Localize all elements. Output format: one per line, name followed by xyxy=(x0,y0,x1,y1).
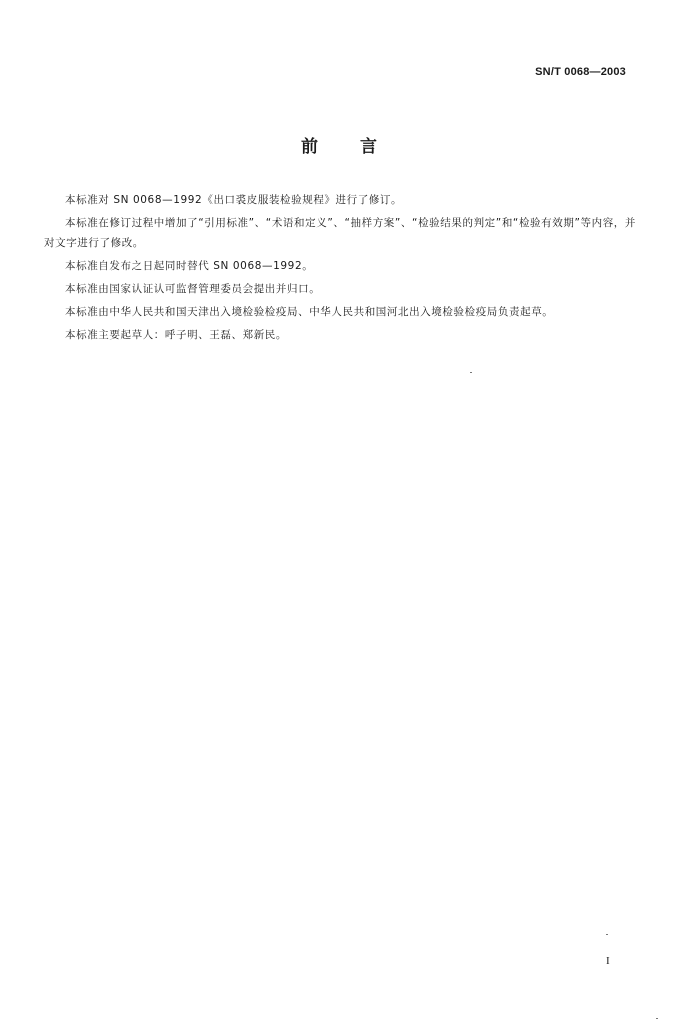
paragraph-drafters: 本标准主要起草人：呼子明、王磊、郑新民。 xyxy=(65,329,287,341)
foreword-body xyxy=(44,190,636,348)
title-char-1: 前 xyxy=(301,137,318,157)
page-number: I xyxy=(606,955,610,967)
paragraph-additions: 本标准在修订过程中增加了“引用标准”、“术语和定义”、“抽样方案”、“检验结果的判定”和“检验有效期”等内容，并对文字进行了修改。 xyxy=(44,217,636,249)
title-char-2: 言 xyxy=(360,137,377,157)
paragraph-proposed-by: 本标准由国家认证认可监督管理委员会提出并归口。 xyxy=(65,283,321,295)
scan-speck xyxy=(656,1018,658,1019)
scan-speck xyxy=(470,372,472,373)
scan-speck xyxy=(606,934,608,935)
page-title xyxy=(0,132,678,157)
paragraph-drafted-by: 本标准由中华人民共和国天津出入境检验检疫局、中华人民共和国河北出入境检验检疫局负责起草。 xyxy=(65,306,554,318)
paragraph-replaces: 本标准自发布之日起同时替代 SN 0068—1992。 xyxy=(65,260,314,272)
standard-code: SN/T 0068—2003 xyxy=(535,66,626,78)
paragraph-revision: 本标准对 SN 0068—1992《出口裘皮服装检验规程》进行了修订。 xyxy=(65,194,403,206)
